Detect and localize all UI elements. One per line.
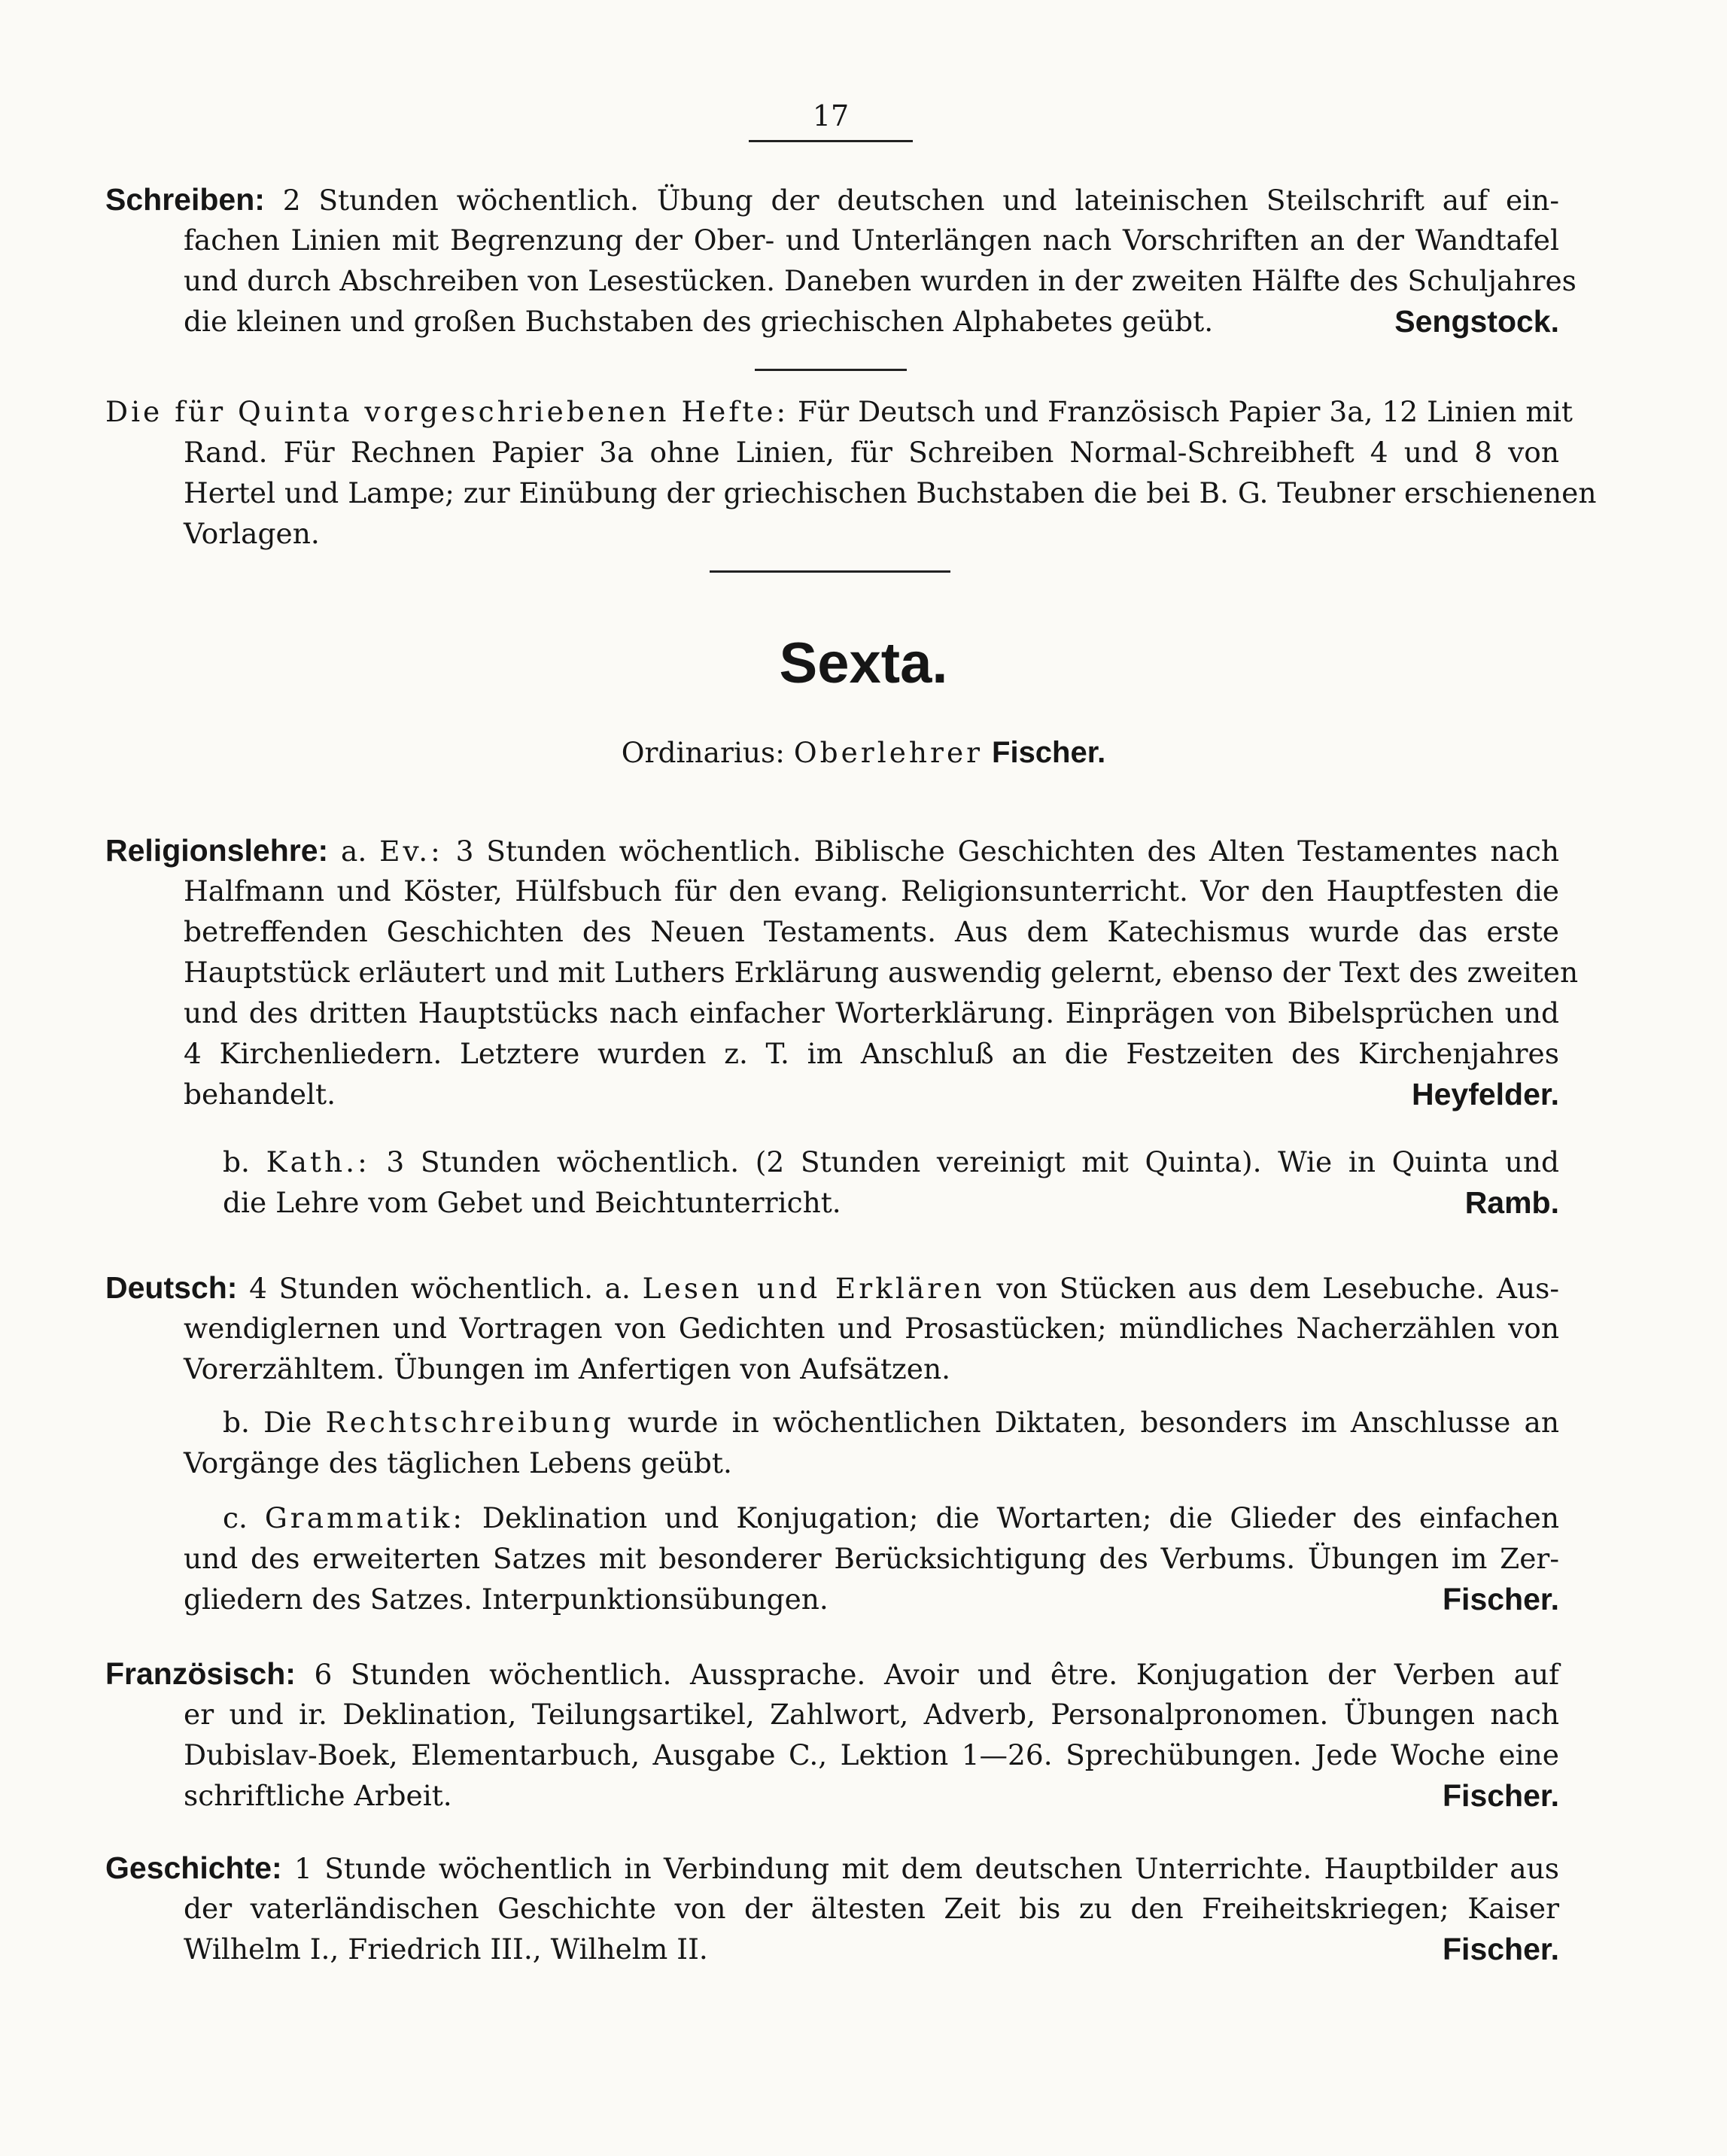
page-number: 17 xyxy=(812,99,850,132)
religion-kath-line-2: die Lehre vom Gebet und Beichtunterricht. xyxy=(223,1186,841,1219)
religion-line-1: 3 Stunden wöchentlich. Biblische Geschichten des Alten Testamentes nach xyxy=(455,835,1559,868)
section-title: Sexta. xyxy=(779,631,948,695)
deutsch-c-line-3: gliedern des Satzes. Interpunktionsübungen. xyxy=(184,1583,829,1616)
teacher-schreiben: Sengstock. xyxy=(1394,304,1559,339)
schreiben-line-2: fachen Linien mit Begrenzung der Ober- und Unterlängen nach Vorschriften an der Wandtafel xyxy=(184,224,1559,257)
geschichte-line-3: Wilhelm I., Friedrich III., Wilhelm II. xyxy=(184,1932,708,1966)
hefte-line-3: Hertel und Lampe; zur Einübung der griechischen Buchstaben die bei B. G. Teubner erschienenen xyxy=(184,476,1597,509)
deutsch-c-line-2: und des erweiterten Satzes mit besonderer Berücksichtigung des Verbums. Übungen im Zer- xyxy=(184,1542,1559,1575)
religion-kath-label: Kath.: xyxy=(266,1145,370,1178)
heading-geschichte: Geschichte: xyxy=(105,1850,282,1885)
paragraph-schreiben xyxy=(105,179,1576,342)
schreiben-line-1: 2 Stunden wöchentlich. Übung der deutschen und lateinischen Steilschrift auf ein- xyxy=(282,184,1559,217)
teacher-religion-kath: Ramb. xyxy=(1464,1185,1559,1220)
religion-line-2: Halfmann und Köster, Hülfsbuch für den evang. Religionsunterricht. Vor den Hauptfesten die xyxy=(184,874,1559,908)
separator-rule xyxy=(755,369,907,371)
ordinarius-line xyxy=(0,736,1727,770)
ordinarius-name: Fischer. xyxy=(992,736,1106,769)
schreiben-line-3: und durch Abschreiben von Lesestücken. Daneben wurden in der zweiten Hälfte des Schuljahres xyxy=(184,264,1576,297)
heading-hefte: Die für Quinta vorgeschriebenen Hefte: xyxy=(105,395,789,428)
hefte-line-2: Rand. Für Rechnen Papier 3a ohne Linien, für Schreiben Normal-Schreibheft 4 und 8 von xyxy=(184,436,1559,469)
religion-line-4: Hauptstück erläutert und mit Luthers Erklärung auswendig gelernt, ebenso der Text des zweiten xyxy=(184,956,1579,989)
ordinarius-label: Ordinarius: xyxy=(621,736,785,769)
paragraph-franzoesisch xyxy=(105,1653,1559,1816)
religion-line-6: 4 Kirchenliedern. Letztere wurden z. T. im Anschluß an die Festzeiten des Kirchenjahres xyxy=(184,1037,1559,1070)
geschichte-line-2: der vaterländischen Geschichte von der ältesten Zeit bis zu den Freiheitskriegen; Kaiser xyxy=(184,1892,1559,1925)
teacher-deutsch: Fischer. xyxy=(1443,1582,1559,1616)
religion-line-5: und des dritten Hauptstücks nach einfacher Worterklärung. Einprägen von Bibelsprüchen und xyxy=(184,996,1559,1029)
heading-schreiben: Schreiben: xyxy=(105,182,265,217)
franzoesisch-line-4: schriftliche Arbeit. xyxy=(184,1779,452,1812)
paragraph-deutsch xyxy=(105,1267,1559,1389)
heading-franzoesisch: Französisch: xyxy=(105,1656,296,1691)
religion-kath-line-1: 3 Stunden wöchentlich. (2 Stunden vereinigt mit Quinta). Wie in Quinta und xyxy=(386,1145,1559,1178)
paragraph-religion-kath xyxy=(105,1142,1559,1223)
religion-line-3: betreffenden Geschichten des Neuen Testaments. Aus dem Katechismus wurde das erste xyxy=(184,915,1559,948)
paragraph-geschichte xyxy=(105,1847,1559,1969)
deutsch-c-label: Grammatik: xyxy=(264,1501,465,1534)
deutsch-line-3: Vorerzähltem. Übungen im Anfertigen von Aufsätzen. xyxy=(184,1352,951,1385)
paragraph-religionslehre xyxy=(105,830,1579,1114)
religion-line-7: behandelt. xyxy=(184,1078,336,1111)
deutsch-c-prefix: c. xyxy=(223,1501,248,1534)
teacher-religion-ev: Heyfelder. xyxy=(1412,1077,1559,1111)
religion-kath-prefix: b. xyxy=(223,1145,250,1178)
franzoesisch-line-1: 6 Stunden wöchentlich. Aussprache. Avoir und être. Konjugation der Verben auf xyxy=(314,1658,1559,1691)
teacher-geschichte: Fischer. xyxy=(1443,1932,1559,1966)
deutsch-line-2: wendiglernen und Vortragen von Gedichten und Prosastücken; mündliches Nacherzählen von xyxy=(184,1312,1559,1345)
deutsch-line-1-post: von Stücken aus dem Lesebuche. Aus- xyxy=(996,1272,1560,1305)
deutsch-b-label: Rechtschreibung xyxy=(325,1406,614,1439)
religion-ev-prefix: a. xyxy=(341,835,367,868)
deutsch-b-prefix: b. Die xyxy=(223,1406,312,1439)
paragraph-deutsch-b xyxy=(105,1402,1559,1483)
hefte-line-4: Vorlagen. xyxy=(184,517,320,550)
deutsch-line-1-pre: 4 Stunden wöchentlich. a. xyxy=(249,1272,631,1305)
heading-deutsch: Deutsch: xyxy=(105,1270,238,1305)
deutsch-b-rest: wurde in wöchentlichen Diktaten, besonders im Anschlusse an xyxy=(628,1406,1559,1439)
ordinarius-role: Oberlehrer xyxy=(793,736,984,769)
hefte-line-1: Für Deutsch und Französisch Papier 3a, 12 Linien mit xyxy=(798,395,1573,428)
deutsch-c-rest: Deklination und Konjugation; die Wortarten; die Glieder des einfachen xyxy=(482,1501,1560,1534)
deutsch-lesen-label: Lesen und Erklären xyxy=(642,1272,985,1305)
paragraph-hefte xyxy=(105,391,1597,554)
schreiben-line-4: die kleinen und großen Buchstaben des griechischen Alphabetes geübt. xyxy=(184,305,1214,338)
separator-rule xyxy=(710,570,950,573)
deutsch-b-line-2: Vorgänge des täglichen Lebens geübt. xyxy=(184,1446,732,1479)
franzoesisch-line-3: Dubislav-Boek, Elementarbuch, Ausgabe C., Lektion 1—26. Sprechübungen. Jede Woche eine xyxy=(184,1738,1559,1771)
religion-ev-label: Ev.: xyxy=(379,835,443,868)
paragraph-deutsch-c xyxy=(105,1498,1559,1619)
heading-religionslehre: Religionslehre: xyxy=(105,833,329,868)
teacher-franzoesisch: Fischer. xyxy=(1443,1778,1559,1813)
page-number-rule xyxy=(749,140,913,142)
franzoesisch-line-2: er und ir. Deklination, Teilungsartikel, Zahlwort, Adverb, Personalpronomen. Übungen nach xyxy=(184,1698,1559,1731)
geschichte-line-1: 1 Stunde wöchentlich in Verbindung mit dem deutschen Unterrichte. Hauptbilder aus xyxy=(294,1852,1559,1885)
